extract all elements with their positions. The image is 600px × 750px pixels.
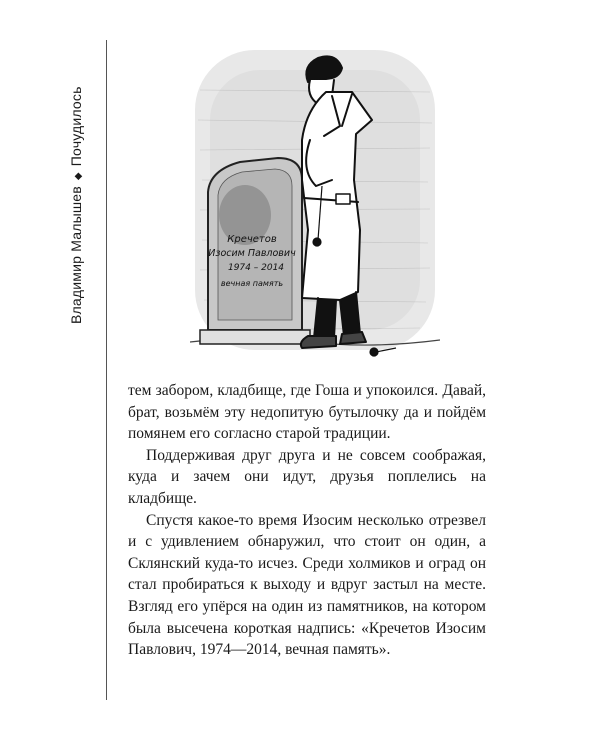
running-head-title: Почудилось [68, 86, 84, 167]
running-head-separator: ◆ [73, 172, 84, 181]
running-head [64, 44, 88, 324]
paragraph: Спустя какое-то время Изосим несколько отрезвел и с удивлением обнаружил, что стоит он один, а Склянский куда-то исчез. Среди холмиков и оград он стал пробираться к выходу и вдруг застыл на месте. Взгляд его упёрся на один из памятников, на котором была высечена короткая надпись: «Кречетов Изосим Павлович, 1974—2014, вечная память». [128, 511, 486, 659]
cemetery-illustration [190, 30, 440, 370]
gravestone-name-line1: Кречетов [227, 234, 277, 245]
margin-rule [106, 40, 107, 700]
running-head-author: Владимир Малышев [68, 186, 84, 324]
gravestone-epitaph: вечная память [220, 279, 284, 288]
gravestone [200, 158, 310, 344]
gravestone-name-line2: Изосим Павлович [208, 248, 296, 259]
gravestone-years: 1974 – 2014 [227, 263, 285, 273]
paragraph: тем забором, кладбище, где Гоша и упокоился. Давай, брат, возьмём эту недопитую бутылочку да и пойдём помянем его согласно старой традиции. [128, 382, 486, 443]
paragraph: Поддерживая друг друга и не совсем соображая, куда и зачем они идут, друзья поплелись на кладбище. [128, 446, 486, 507]
body-text [128, 380, 486, 661]
